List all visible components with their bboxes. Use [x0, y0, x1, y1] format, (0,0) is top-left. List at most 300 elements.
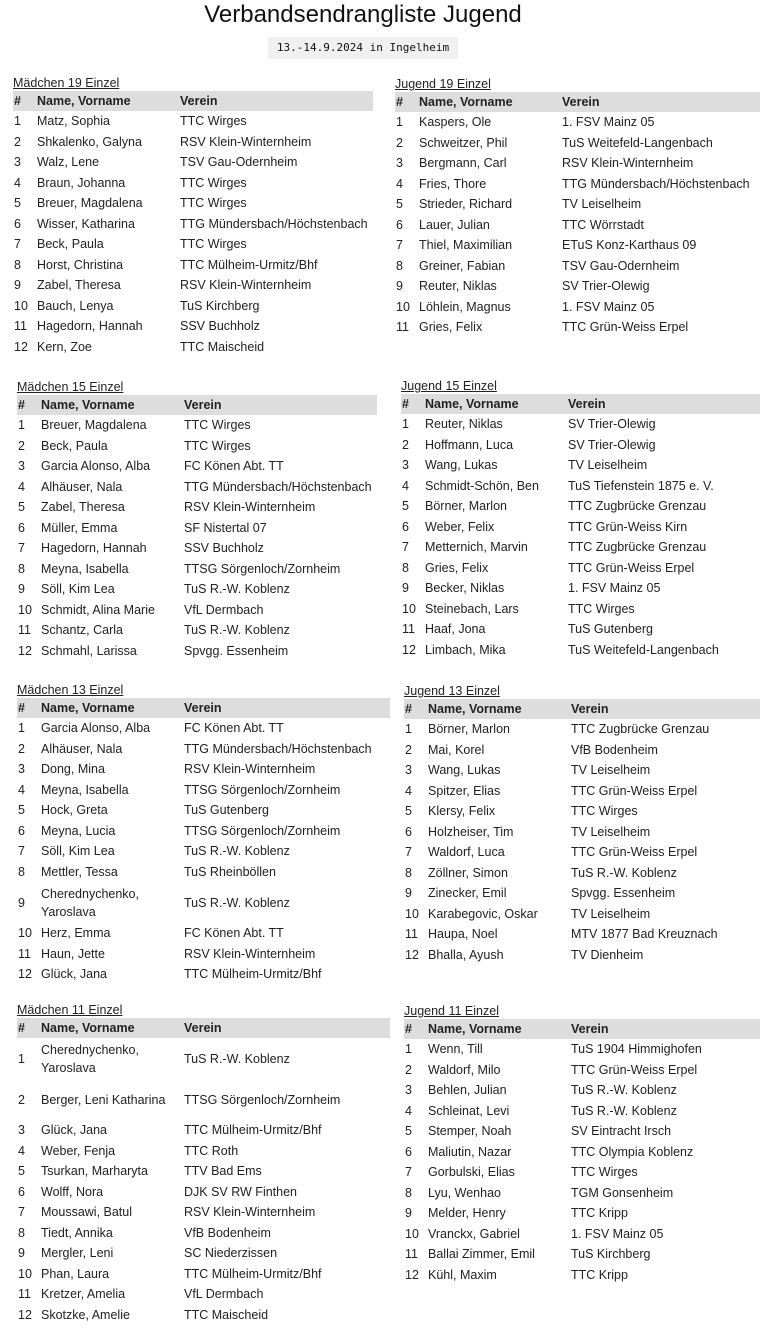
club-name: TuS R.-W. Koblenz: [571, 865, 677, 880]
table-row: [17, 477, 377, 498]
club-name: RSV Klein-Winternheim: [184, 1205, 316, 1220]
club-name: TGM Gonsenheim: [571, 1185, 674, 1200]
player-name: Reuter, Niklas: [425, 417, 503, 432]
club-name: TuS R.-W. Koblenz: [184, 1051, 290, 1066]
club-name: TuS Weitefeld-Langenbach: [562, 135, 713, 150]
club-name: Spvgg. Essenheim: [184, 643, 289, 658]
club-name: TTC Mülheim-Urmitz/Bhf: [184, 1266, 322, 1281]
club-name: SV Trier-Olewig: [568, 417, 656, 432]
rank-cell: 1: [14, 114, 21, 129]
club-name: TTC Wirges: [568, 601, 635, 616]
club-name: TTC Wirges: [184, 438, 251, 453]
table-header-row: [401, 394, 760, 414]
rank-cell: 5: [396, 197, 403, 212]
player-name: Wang, Lukas: [425, 458, 498, 473]
rank-cell: 12: [402, 642, 416, 657]
club-name: FC Könen Abt. TT: [184, 459, 284, 474]
club-name: TV Leiselheim: [571, 763, 651, 778]
table-row: [13, 132, 373, 153]
player-name: Hoffmann, Luca: [425, 437, 514, 452]
club-name: TuS R.-W. Koblenz: [184, 623, 290, 638]
player-name: Schmidt-Schön, Ben: [425, 478, 539, 493]
player-name: Reuter, Niklas: [419, 279, 497, 294]
player-name: Hagedorn, Hannah: [41, 541, 147, 556]
player-name: Beck, Paula: [41, 438, 108, 453]
club-name: TTC Maischeid: [184, 1307, 269, 1322]
club-name: TTC Wirges: [180, 114, 247, 129]
table-row: [404, 842, 760, 863]
player-name: Hock, Greta: [41, 803, 108, 818]
ranking-table: [401, 394, 760, 660]
table-row: [404, 1060, 760, 1081]
header-rank: #: [401, 394, 425, 414]
player-name: Kaspers, Ole: [419, 115, 492, 130]
club-name: TTC Wirges: [180, 196, 247, 211]
rank-cell: 12: [18, 643, 32, 658]
table-row: [17, 739, 390, 760]
rank-cell: 5: [14, 196, 21, 211]
ranking-section: [401, 378, 760, 660]
table-row: [13, 275, 373, 296]
table-row: [17, 923, 390, 944]
table-row: [17, 415, 377, 436]
player-name: Mergler, Leni: [41, 1246, 114, 1261]
table-row: [13, 173, 373, 194]
table-row: [401, 578, 760, 599]
table-header-row: [17, 698, 390, 718]
player-name: Holzheiser, Tim: [428, 824, 514, 839]
club-name: TuS Gutenberg: [184, 803, 270, 818]
rank-cell: 2: [405, 742, 412, 757]
player-name: Horst, Christina: [37, 257, 124, 272]
header-rank: #: [404, 1019, 428, 1039]
rank-cell: 1: [18, 418, 25, 433]
table-row: [17, 1161, 390, 1182]
rank-cell: 9: [396, 279, 403, 294]
rank-cell: 11: [14, 319, 27, 334]
table-row: [395, 235, 760, 256]
player-name: Börner, Marlon: [428, 722, 510, 737]
player-name: Tiedt, Annika: [41, 1225, 113, 1240]
section-title: Jugend 15 Einzel: [401, 379, 497, 393]
ranking-section: [404, 683, 760, 965]
table-row: [17, 1038, 390, 1079]
rank-cell: 12: [18, 967, 32, 982]
club-name: TTC Grün-Weiss Erpel: [568, 560, 695, 575]
player-name: Ballai Zimmer, Emil: [428, 1247, 535, 1262]
rank-cell: 10: [18, 602, 32, 617]
club-name: TuS Kirchberg: [571, 1247, 651, 1262]
player-name: Stemper, Noah: [428, 1124, 512, 1139]
table-row: [395, 276, 760, 297]
rank-cell: 8: [18, 864, 25, 879]
club-name: TuS R.-W. Koblenz: [184, 582, 290, 597]
club-name: TTC Maischeid: [180, 339, 265, 354]
table-row: [17, 436, 377, 457]
club-name: Spvgg. Essenheim: [571, 886, 676, 901]
table-row: [395, 297, 760, 318]
ranking-section: [17, 1002, 390, 1325]
player-name: Zöllner, Simon: [428, 865, 508, 880]
table-row: [17, 1223, 390, 1244]
player-name: Lauer, Julian: [419, 217, 490, 232]
rank-cell: 2: [402, 437, 409, 452]
ranking-section: [17, 379, 377, 661]
player-name: Dong, Mina: [41, 762, 105, 777]
table-row: [13, 255, 373, 276]
header-name: Name, Vorname: [425, 394, 568, 414]
table-row: [17, 1284, 390, 1305]
table-row: [404, 781, 760, 802]
table-row: [13, 316, 373, 337]
rank-cell: 1: [405, 722, 412, 737]
rank-cell: 9: [14, 278, 21, 293]
rank-cell: 1: [396, 115, 403, 130]
club-name: TSV Gau-Odernheim: [180, 155, 298, 170]
table-row: [17, 538, 377, 559]
rank-cell: 8: [396, 258, 403, 273]
table-row: [404, 1142, 760, 1163]
rank-cell: 2: [14, 134, 21, 149]
player-name: Alhäuser, Nala: [41, 741, 123, 756]
club-name: RSV Klein-Winternheim: [184, 946, 316, 961]
table-row: [395, 256, 760, 277]
table-row: [404, 1080, 760, 1101]
ranking-table: [17, 1018, 390, 1325]
player-name: Strieder, Richard: [419, 197, 513, 212]
page-title: Verbandsendrangliste Jugend: [204, 1, 522, 28]
player-name: Fries, Thore: [419, 176, 487, 191]
club-name: TTSG Sörgenloch/Zornheim: [184, 561, 341, 576]
player-name: Skotzke, Amelie: [41, 1307, 130, 1322]
player-name: Gries, Felix: [425, 560, 489, 575]
rank-cell: 3: [405, 763, 412, 778]
rank-cell: 11: [396, 320, 409, 335]
player-name: Müller, Emma: [41, 520, 118, 535]
club-name: TuS Rheinböllen: [184, 864, 276, 879]
rank-cell: 11: [405, 1247, 418, 1262]
rank-cell: 1: [18, 1051, 25, 1066]
player-name: Vranckx, Gabriel: [428, 1226, 520, 1241]
club-name: SV Trier-Olewig: [568, 437, 656, 452]
ranking-table: [404, 699, 760, 965]
rank-cell: 10: [396, 299, 410, 314]
table-header-row: [404, 699, 760, 719]
rank-cell: 4: [405, 783, 412, 798]
rank-cell: 4: [18, 479, 25, 494]
table-row: [404, 822, 760, 843]
player-name: Alhäuser, Nala: [41, 479, 123, 494]
table-row: [404, 1224, 760, 1245]
player-name: Metternich, Marvin: [425, 540, 528, 555]
club-name: TuS R.-W. Koblenz: [184, 844, 290, 859]
table-row: [17, 944, 390, 965]
header-name: Name, Vorname: [41, 395, 184, 415]
ranking-section: [404, 1003, 760, 1285]
table-row: [13, 152, 373, 173]
club-name: TTC Zugbrücke Grenzau: [568, 540, 707, 555]
club-name: TTG Mündersbach/Höchstenbach: [180, 216, 368, 231]
table-row: [404, 801, 760, 822]
player-name: Glück, Jana: [41, 1123, 108, 1138]
club-name: TTC Zugbrücke Grenzau: [571, 722, 710, 737]
player-name: Löhlein, Magnus: [419, 299, 511, 314]
table-row: [404, 1101, 760, 1122]
ranking-section: [13, 75, 373, 357]
table-row: [395, 133, 760, 154]
table-row: [13, 234, 373, 255]
player-name: Cherednychenko, Yaroslava: [41, 886, 139, 919]
club-name: TTC Mülheim-Urmitz/Bhf: [184, 967, 322, 982]
table-row: [17, 1305, 390, 1326]
rank-cell: 3: [405, 1083, 412, 1098]
header-name: Name, Vorname: [41, 698, 184, 718]
rank-cell: 7: [402, 540, 409, 555]
rank-cell: 7: [18, 844, 25, 859]
rank-cell: 3: [18, 762, 25, 777]
player-name: Haun, Jette: [41, 946, 105, 961]
header-club: Verein: [571, 1019, 760, 1039]
player-name: Maliutin, Nazar: [428, 1144, 512, 1159]
player-name: Schleinat, Levi: [428, 1103, 510, 1118]
player-name: Steinebach, Lars: [425, 601, 519, 616]
rank-cell: 5: [402, 499, 409, 514]
table-row: [17, 759, 390, 780]
table-row: [404, 945, 760, 966]
rank-cell: 9: [402, 581, 409, 596]
table-row: [17, 620, 377, 641]
club-name: 1. FSV Mainz 05: [562, 299, 655, 314]
table-row: [401, 435, 760, 456]
club-name: TV Dienheim: [571, 947, 644, 962]
player-name: Behlen, Julian: [428, 1083, 507, 1098]
header-club: Verein: [180, 91, 373, 111]
section-title: Mädchen 11 Einzel: [17, 1003, 123, 1017]
club-name: RSV Klein-Winternheim: [180, 278, 312, 293]
player-name: Wenn, Till: [428, 1042, 483, 1057]
table-row: [404, 1162, 760, 1183]
club-name: TTC Mülheim-Urmitz/Bhf: [180, 257, 318, 272]
club-name: TTC Wörrstadt: [562, 217, 644, 232]
club-name: TTC Grün-Weiss Erpel: [571, 1062, 698, 1077]
rank-cell: 11: [18, 946, 31, 961]
club-name: DJK SV RW Finthen: [184, 1184, 298, 1199]
club-name: RSV Klein-Winternheim: [180, 134, 312, 149]
rank-cell: 6: [402, 519, 409, 534]
club-name: TuS Gutenberg: [568, 622, 654, 637]
rank-cell: 11: [18, 623, 31, 638]
club-name: RSV Klein-Winternheim: [562, 156, 694, 171]
player-name: Berger, Leni Katharina: [41, 1092, 166, 1107]
header-rank: #: [17, 395, 41, 415]
club-name: TTG Mündersbach/Höchstenbach: [184, 479, 372, 494]
table-row: [401, 619, 760, 640]
header-rank: #: [17, 698, 41, 718]
rank-cell: 8: [18, 561, 25, 576]
rank-cell: 9: [18, 582, 25, 597]
rank-cell: 9: [18, 895, 25, 910]
club-name: TTC Wirges: [180, 175, 247, 190]
table-row: [404, 740, 760, 761]
rank-cell: 3: [18, 1123, 25, 1138]
club-name: TuS R.-W. Koblenz: [184, 895, 290, 910]
player-name: Waldorf, Luca: [428, 845, 505, 860]
header-rank: #: [17, 1018, 41, 1038]
rank-cell: 6: [405, 1144, 412, 1159]
section-title: Jugend 13 Einzel: [404, 684, 500, 698]
table-row: [404, 1203, 760, 1224]
player-name: Zinecker, Emil: [428, 886, 507, 901]
player-name: Zabel, Theresa: [41, 500, 125, 515]
club-name: MTV 1877 Bad Kreuznach: [571, 927, 718, 942]
event-date-location: 13.-14.9.2024 in Ingelheim: [268, 37, 458, 59]
header-club: Verein: [571, 699, 760, 719]
club-name: TTC Grün-Weiss Kirn: [568, 519, 688, 534]
rank-cell: 7: [18, 1205, 25, 1220]
player-name: Mai, Korel: [428, 742, 485, 757]
club-name: TuS 1904 Himmighofen: [571, 1042, 702, 1057]
table-header-row: [404, 1019, 760, 1039]
rank-cell: 12: [14, 339, 28, 354]
club-name: TTG Mündersbach/Höchstenbach: [562, 176, 750, 191]
player-name: Kühl, Maxim: [428, 1267, 497, 1282]
club-name: SF Nistertal 07: [184, 520, 267, 535]
rank-cell: 10: [14, 298, 28, 313]
player-name: Haupa, Noel: [428, 927, 498, 942]
table-row: [395, 153, 760, 174]
ranking-table: [395, 92, 760, 338]
player-name: Söll, Kim Lea: [41, 582, 115, 597]
rank-cell: 7: [405, 1165, 412, 1180]
table-row: [17, 718, 390, 739]
club-name: SSV Buchholz: [184, 541, 264, 556]
club-name: TTC Zugbrücke Grenzau: [568, 499, 707, 514]
player-name: Moussawi, Batul: [41, 1205, 133, 1220]
table-row: [404, 1265, 760, 1286]
rank-cell: 5: [405, 1124, 412, 1139]
rank-cell: 1: [18, 721, 25, 736]
club-name: TTC Roth: [184, 1143, 239, 1158]
club-name: TSV Gau-Odernheim: [562, 258, 680, 273]
club-name: TuS R.-W. Koblenz: [571, 1083, 677, 1098]
club-name: VfL Dermbach: [184, 602, 264, 617]
player-name: Bauch, Lenya: [37, 298, 114, 313]
ranking-table: [17, 698, 390, 985]
header-rank: #: [404, 699, 428, 719]
rank-cell: 4: [396, 176, 403, 191]
table-row: [17, 841, 390, 862]
header-club: Verein: [184, 698, 390, 718]
header-club: Verein: [184, 395, 377, 415]
player-name: Meyna, Isabella: [41, 782, 129, 797]
player-name: Meyna, Lucia: [41, 823, 116, 838]
table-row: [395, 194, 760, 215]
club-name: TTC Kripp: [571, 1206, 628, 1221]
player-name: Garcia Alonso, Alba: [41, 459, 151, 474]
club-name: TTC Wirges: [184, 418, 251, 433]
club-name: TuS Weitefeld-Langenbach: [568, 642, 719, 657]
table-row: [17, 497, 377, 518]
player-name: Weber, Fenja: [41, 1143, 116, 1158]
table-row: [17, 1202, 390, 1223]
player-name: Wisser, Katharina: [37, 216, 135, 231]
section-title: Mädchen 15 Einzel: [17, 380, 124, 394]
table-row: [404, 719, 760, 740]
table-row: [17, 1079, 390, 1120]
rank-cell: 10: [18, 926, 32, 941]
rank-cell: 6: [18, 520, 25, 535]
club-name: TTC Mülheim-Urmitz/Bhf: [184, 1123, 322, 1138]
table-row: [17, 518, 377, 539]
club-name: SV Trier-Olewig: [562, 279, 650, 294]
player-name: Herz, Emma: [41, 926, 111, 941]
rank-cell: 2: [18, 741, 25, 756]
rank-cell: 3: [402, 458, 409, 473]
club-name: SSV Buchholz: [180, 319, 260, 334]
rank-cell: 8: [405, 865, 412, 880]
club-name: VfL Dermbach: [184, 1287, 264, 1302]
club-name: ETuS Konz-Karthaus 09: [562, 238, 697, 253]
player-name: Matz, Sophia: [37, 114, 110, 129]
club-name: TuS Kirchberg: [180, 298, 260, 313]
player-name: Haaf, Jona: [425, 622, 486, 637]
rank-cell: 9: [405, 886, 412, 901]
player-name: Waldorf, Milo: [428, 1062, 501, 1077]
player-name: Meyna, Isabella: [41, 561, 129, 576]
club-name: SV Eintracht Irsch: [571, 1124, 672, 1139]
club-name: TTG Mündersbach/Höchstenbach: [184, 741, 372, 756]
player-name: Schmidt, Alina Marie: [41, 602, 155, 617]
player-name: Greiner, Fabian: [419, 258, 506, 273]
player-name: Klersy, Felix: [428, 804, 496, 819]
player-name: Breuer, Magdalena: [37, 196, 143, 211]
rank-cell: 6: [405, 824, 412, 839]
ranking-table: [404, 1019, 760, 1285]
rank-cell: 3: [396, 156, 403, 171]
table-row: [13, 193, 373, 214]
player-name: Zabel, Theresa: [37, 278, 121, 293]
table-row: [401, 558, 760, 579]
player-name: Lyu, Wenhao: [428, 1185, 501, 1200]
player-name: Wang, Lukas: [428, 763, 501, 778]
player-name: Garcia Alonso, Alba: [41, 721, 151, 736]
rank-cell: 1: [405, 1042, 412, 1057]
table-row: [404, 924, 760, 945]
player-name: Glück, Jana: [41, 967, 108, 982]
club-name: TV Leiselheim: [571, 906, 651, 921]
rank-cell: 8: [405, 1185, 412, 1200]
player-name: Beck, Paula: [37, 237, 104, 252]
rank-cell: 4: [18, 1143, 25, 1158]
rank-cell: 12: [405, 947, 419, 962]
player-name: Tsurkan, Marharyta: [41, 1164, 148, 1179]
table-row: [17, 862, 390, 883]
table-row: [401, 455, 760, 476]
club-name: 1. FSV Mainz 05: [571, 1226, 664, 1241]
table-row: [17, 559, 377, 580]
club-name: TTC Grün-Weiss Erpel: [571, 845, 698, 860]
player-name: Hagedorn, Hannah: [37, 319, 143, 334]
header-club: Verein: [562, 92, 760, 112]
rank-cell: 5: [18, 1164, 25, 1179]
header-rank: #: [13, 91, 37, 111]
club-name: TuS Tiefenstein 1875 e. V.: [568, 478, 714, 493]
rank-cell: 6: [18, 823, 25, 838]
table-row: [17, 882, 390, 923]
header-rank: #: [395, 92, 419, 112]
table-row: [13, 337, 373, 358]
rank-cell: 4: [402, 478, 409, 493]
